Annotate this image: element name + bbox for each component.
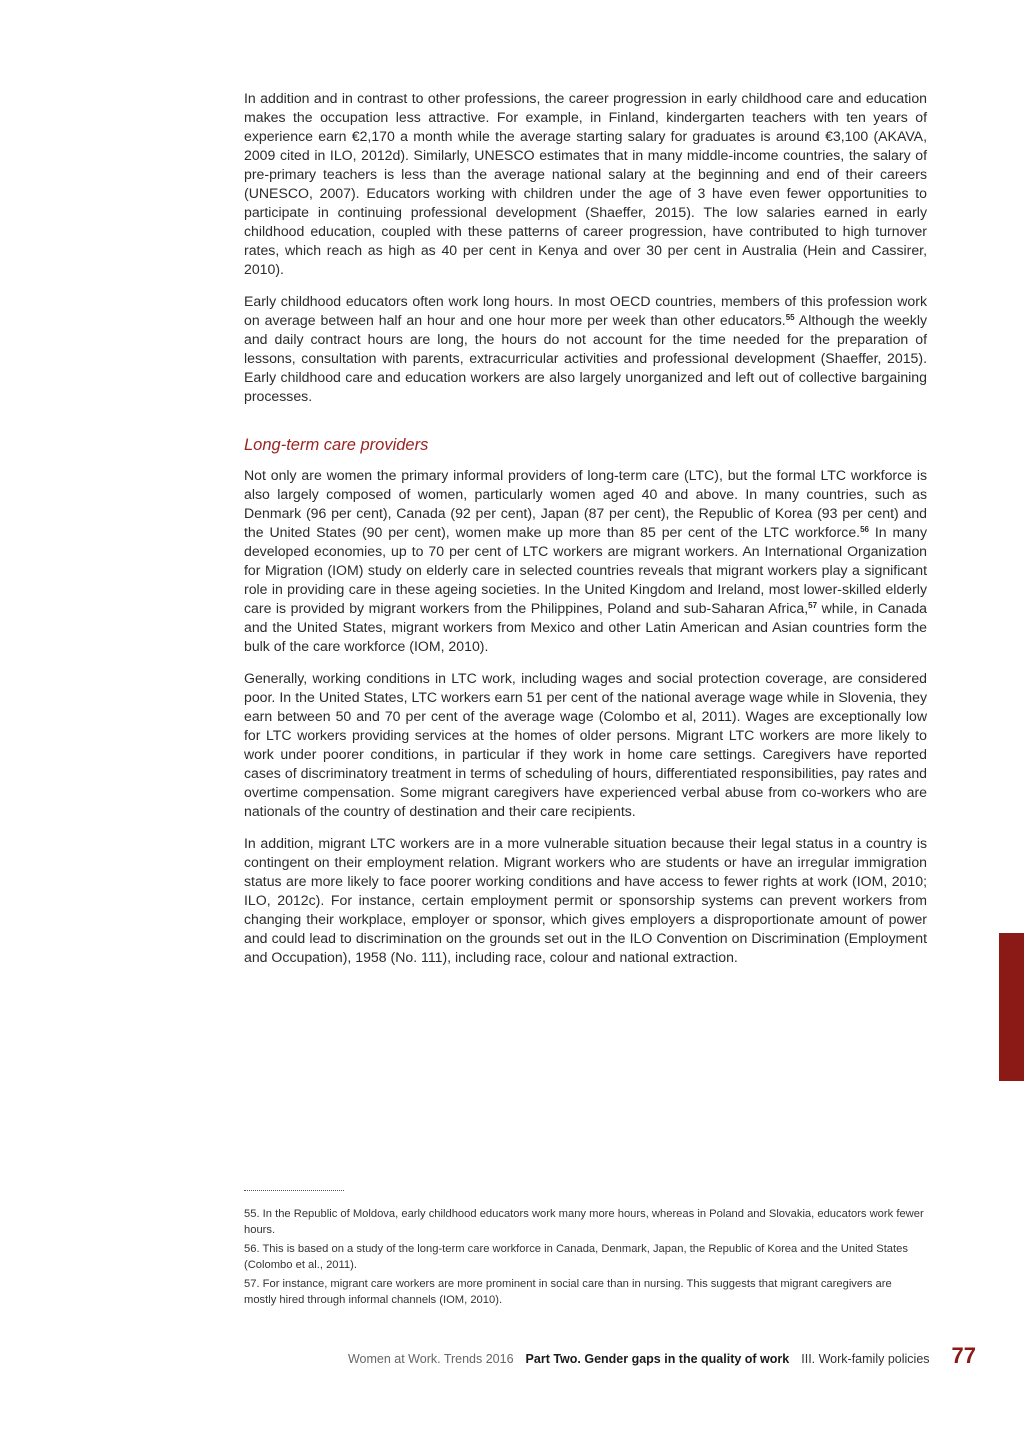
paragraph-text: while, in Canada and the United States, migrant workers from Mexico and other Latin American and Asian countries form the bulk of the care workforce (IOM, 2010). [244,600,927,654]
footnote-56: 56. This is based on a study of the long-term care workforce in Canada, Denmark, Japan, the Republic of Korea and the United States (Colombo et al., 2011). [244,1243,908,1271]
paragraph-working-conditions: Generally, working conditions in LTC work, including wages and social protection coverage, are considered poor. In the United States, LTC workers earn 51 per cent of the national average wage while in Slovenia, they earn between 50 and 70 per cent of the average wage (Colombo et al, 2011). Wages are exceptionally low for LTC workers providing services at the homes of older persons. Migrant LTC workers are more likely to work under poorer conditions, in particular if they work in home care settings. Caregivers have reported cases of discriminatory treatment in terms of scheduling of hours, differentiated responsibilities, pay rates and overtime compensation. Some migrant caregivers have experienced verbal abuse from co-workers who are nationals of the country of destination and their care recipients. [244,670,927,819]
chapter-title: III. Work-family policies [801,1352,930,1366]
chapter-side-tab [999,933,1024,1081]
footnote-divider [244,1190,344,1191]
paragraph-text: Although the weekly and daily contract hours are long, the hours do not account for the time needed for the preparation of lessons, consultation with parents, extracurricular activities and professional development (Shaeffer, 2015). Early childhood care and education workers are also largely unorganized and left out of collective bargaining processes. [244,312,927,404]
footnote-57: 57. For instance, migrant care workers are more prominent in social care than in nursing. This suggests that migrant caregivers are mostly hired through informal channels (IOM, 2010). [244,1278,892,1306]
paragraph-career-progression: In addition and in contrast to other professions, the career progression in early childhood care and education makes the occupation less attractive. For example, in Finland, kindergarten teachers with ten years of experience earn €2,170 a month while the average starting salary for graduates is around €3,100 (AKAVA, 2009 cited in ILO, 2012d). Similarly, UNESCO estimates that in many middle-income countries, the salary of pre-primary teachers is less than the average national salary at the beginning and end of their careers (UNESCO, 2007). Educators working with children under the age of 3 have even fewer opportunities to participate in continuing professional development (Shaeffer, 2015). The low salaries earned in early childhood education, coupled with these patterns of career progression, have contributed to high turnover rates, which reach as high as 40 per cent in Kenya and over 30 per cent in Australia (Hein and Cassirer, 2010). [244,90,927,277]
paragraph-text: In many developed economies, up to 70 per cent of LTC workers are migrant workers. An International Organization for Migration (IOM) study on elderly care in selected countries reveals that migrant workers play a significant role in providing care in these ageing societies. In the United Kingdom and Ireland, most lower-skilled elderly care is provided by migrant workers from the Philippines, Poland and sub-Saharan Africa, [244,524,927,616]
footnote-ref-55: 55 [785,313,795,322]
paragraph-migrant-workers: In addition, migrant LTC workers are in a more vulnerable situation because their legal status in a country is contingent on their employment relation. Migrant workers who are students or have an irregular immigration status are more likely to face poorer working conditions and have access to fewer rights at work (IOM, 2010; ILO, 2012c). For instance, certain employment permit or sponsorship systems can prevent workers from changing their workplace, employer or sponsor, which gives employers a disproportionate amount of power and could lead to discrimination on the grounds set out in the ILO Convention on Discrimination (Employment and Occupation), 1958 (No. 111), including race, colour and national extraction. [244,835,927,965]
footnote-55: 55. In the Republic of Moldova, early childhood educators work many more hours, whereas in Poland and Slovakia, educators work fewer hours. [244,1208,924,1236]
main-content [244,89,927,980]
part-title: Part Two. Gender gaps in the quality of work [525,1352,790,1366]
page-footer [348,1343,976,1373]
paragraph-ltc-workforce [244,466,927,656]
publication-title: Women at Work. Trends 2016 [347,1352,514,1366]
footnote-ref-57: 57 [808,601,818,610]
paragraph-long-hours [244,292,927,406]
footnote-ref-56: 56 [860,525,869,534]
footnotes [244,1190,927,1312]
paragraph-text: Early childhood educators often work long hours. In most OECD countries, members of this profession work on average between half an hour and one hour more per week than other educators. [244,293,927,328]
paragraph-text: Not only are women the primary informal providers of long-term care (LTC), but the formal LTC workforce is also largely composed of women, particularly women aged 40 and above. In many countries, such as Denmark (96 per cent), Canada (92 per cent), Japan (87 per cent), the Republic of Korea (93 per cent) and the United States (90 per cent), women make up more than 85 per cent of the LTC workforce. [244,467,927,540]
page-number: 77 [951,1343,976,1368]
section-heading: Long-term care providers [244,436,429,454]
